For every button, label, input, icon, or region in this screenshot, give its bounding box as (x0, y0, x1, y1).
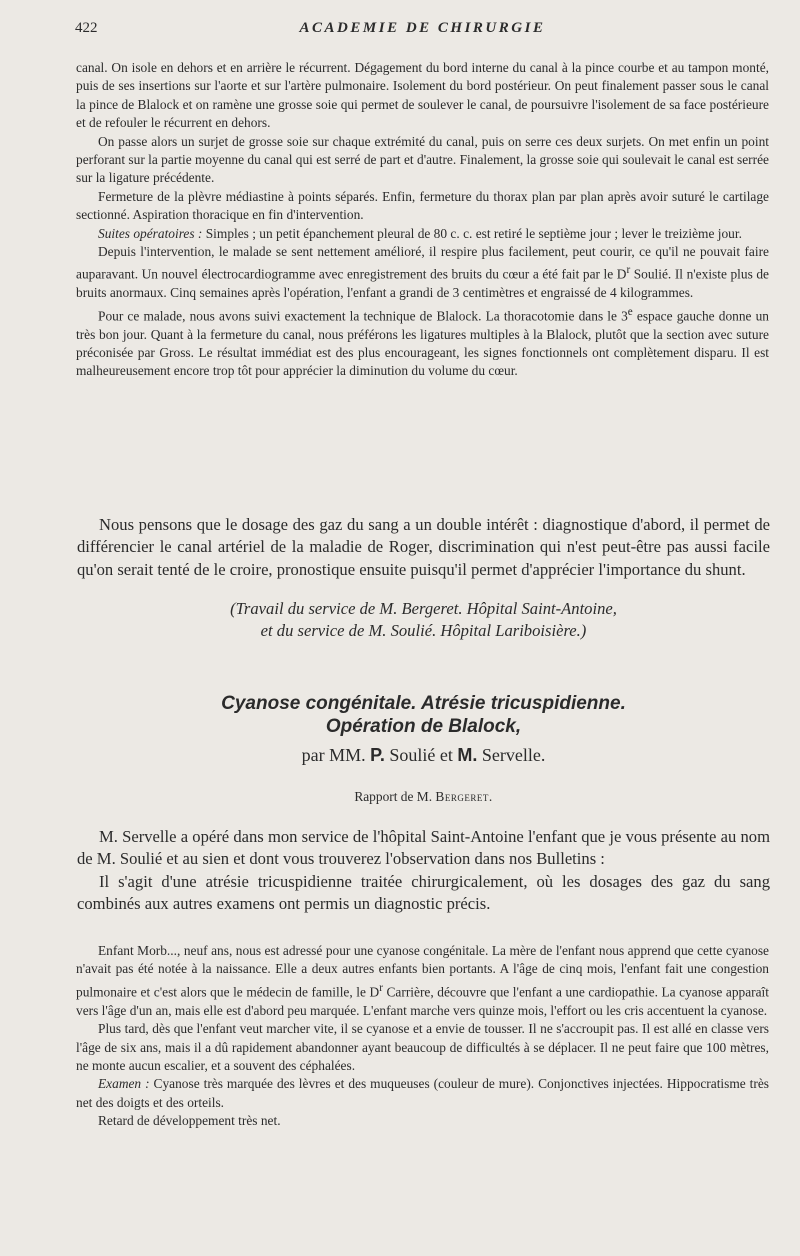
authors-prefix: par MM. (301, 745, 371, 765)
authors-conjunction: et (435, 745, 458, 765)
paragraph (76, 243, 769, 303)
superscript: r (379, 981, 383, 994)
patient-observation (76, 942, 769, 1131)
paragraph: Plus tard, dès que l'enfant veut marcher vite, il se cyanose et a envie de tousser. Il ne s'accroupit pas. Il est allé en classe vers l'âge de six ans, mais il a dû rapidement abandonner ayant beaucoup de difficultés à se déplacer. Il ne peut faire que 100 mètres, ne monte aucun escalier, et a souvent des céphalées. (76, 1021, 769, 1073)
report-byline (77, 788, 770, 806)
paragraph (76, 942, 769, 1020)
operation-description (76, 59, 769, 381)
article-authors (77, 744, 770, 766)
credit-line: et du service de M. Soulié. Hôpital Lariboisière.) (260, 621, 587, 641)
service-credit (77, 598, 770, 643)
credit-line: (Travail du service de M. Bergeret. Hôpital Saint-Antoine, (230, 599, 617, 618)
report-prefix: Rapport de M. (354, 789, 436, 804)
superscript: r (626, 264, 631, 277)
page-number: 422 (75, 20, 98, 36)
italic-label: Examen : (98, 1076, 150, 1092)
superscript: e (627, 305, 633, 318)
paragraph (76, 303, 769, 381)
paragraph: On passe alors un surjet de grosse soie sur chaque extrémité du canal, puis on serre ces deux surjets. On met enfin un point perforant sur la partie moyenne du canal qui est serré de part et d'autre. Finalement, la grosse soie qui soulevait le canal est serrée sur la ligature précédente. (76, 133, 769, 186)
paragraph-text: Simples ; un petit épanchement pleural de 80 c. c. est retiré le septième jour ; lever le treizième jour. (202, 225, 742, 241)
running-title: ACADEMIE DE CHIRURGIE (299, 20, 546, 36)
paragraph-text: Enfant Morb..., neuf ans, nous est adressé pour une cyanose congénitale. La mère de l'enfant nous apprend que cette cyanose n'avait pas été notée à la naissance. Elle a deux autres enfants bien portants. A l'âge de cinq mois, l'enfant fait une congestion pulmonaire et c'est alors que le médecin de famille, le D (76, 943, 769, 1000)
paragraph: Il s'agit d'une atrésie tricuspidienne traitée chirurgicalement, où les dosages des gaz du sang combinés aux autres examens ont permis un diagnostic précis. (77, 871, 770, 914)
article-title (77, 692, 770, 738)
author-initial: P. (370, 745, 385, 765)
title-line: Opération de Blalock, (325, 716, 522, 737)
paragraph: canal. On isole en dehors et en arrière le récurrent. Dégagement du bord interne du canal à la pince courbe et au tampon monté, puis de ses insertions sur l'aorte et sur l'artère pulmonaire. Isolement du bord postérieur. On peut finalement passer sous le canal la pince de Blalock et on ramène une grosse soie qui permet de soulever le canal, de poursuivre l'isolement de sa face postérieure et de refouler le récurrent en dehors. (76, 60, 769, 131)
article-intro (77, 826, 770, 916)
paragraph-text: Pour ce malade, nous avons suivi exactement la technique de Blalock. La thoracotomie dans le 3 (98, 308, 628, 324)
author-name: Soulié (384, 745, 436, 765)
reporter-name: Bergeret. (435, 789, 493, 804)
paragraph: Retard de développement très net. (98, 1113, 281, 1129)
author-name: Servelle. (477, 745, 546, 765)
paragraph: Fermeture de la plèvre médiastine à points séparés. Enfin, fermeture du thorax plan par plan après avoir suturé le cartilage sectionné. Aspiration thoracique en fin d'intervention. (76, 188, 769, 223)
paragraph: M. Servelle a opéré dans mon service de l'hôpital Saint-Antoine l'enfant que je vous présente au nom de M. Soulié et au sien et dont vous trouverez l'observation dans nos Bulletins : (77, 827, 770, 869)
conclusion-paragraph: Nous pensons que le dosage des gaz du sang a un double intérêt : diagnostique d'abord, il permet de différencier le canal artériel de la maladie de Roger, discrimination qui n'est peut-être pas aussi facile qu'on serait tenté de le croire, pronostique ensuite puisqu'il permet d'apprécier l'importance du shunt. (77, 515, 770, 579)
title-line: Cyanose congénitale. Atrésie tricuspidienne. (221, 693, 626, 714)
paragraph-text: Carrière, découvre que l'enfant a une cardiopathie. La cyanose apparaît vers l'âge d'un an, mais elle est d'abord peu marquée. L'enfant marche vers quinze mois, l'effort ou les cris accentuent la cyanose. (76, 984, 769, 1018)
paragraph-text: Cyanose très marquée des lèvres et des muqueuses (couleur de mure). Conjonctives injectées. Hippocratisme très net des doigts et des orteils. (76, 1076, 770, 1110)
page-header (75, 20, 770, 46)
paragraph-text: Soulié. Il n'existe plus de bruits anormaux. Cinq semaines après l'opération, l'enfant a grandi de 3 centimètres et engraissé de 4 kilogrammes. (76, 266, 769, 301)
paragraph (76, 1075, 769, 1112)
paragraph (76, 225, 769, 243)
conclusion-block (77, 514, 770, 581)
italic-label: Suites opératoires : (98, 225, 203, 241)
paragraph-text: espace gauche donne un très bon jour. Quant à la fermeture du canal, nous préférons les ligatures multiples à la Blalock, plutôt que la section avec suture préconisée par Gross. Le résultat immédiat est des plus encourageant, les signes fonctionnels ont complètement disparu. Il est malheureusement encore trop tôt pour apprécier la diminution du volume du cœur. (76, 308, 770, 379)
paragraph-text: Depuis l'intervention, le malade se sent nettement amélioré, il respire plus facilement, peut courir, ce qu'il ne pouvait faire auparavant. Un nouvel électrocardiogramme avec enregistrement des bruits du cœur a été fait par le D (76, 244, 769, 282)
author-initial: M. (457, 745, 478, 765)
